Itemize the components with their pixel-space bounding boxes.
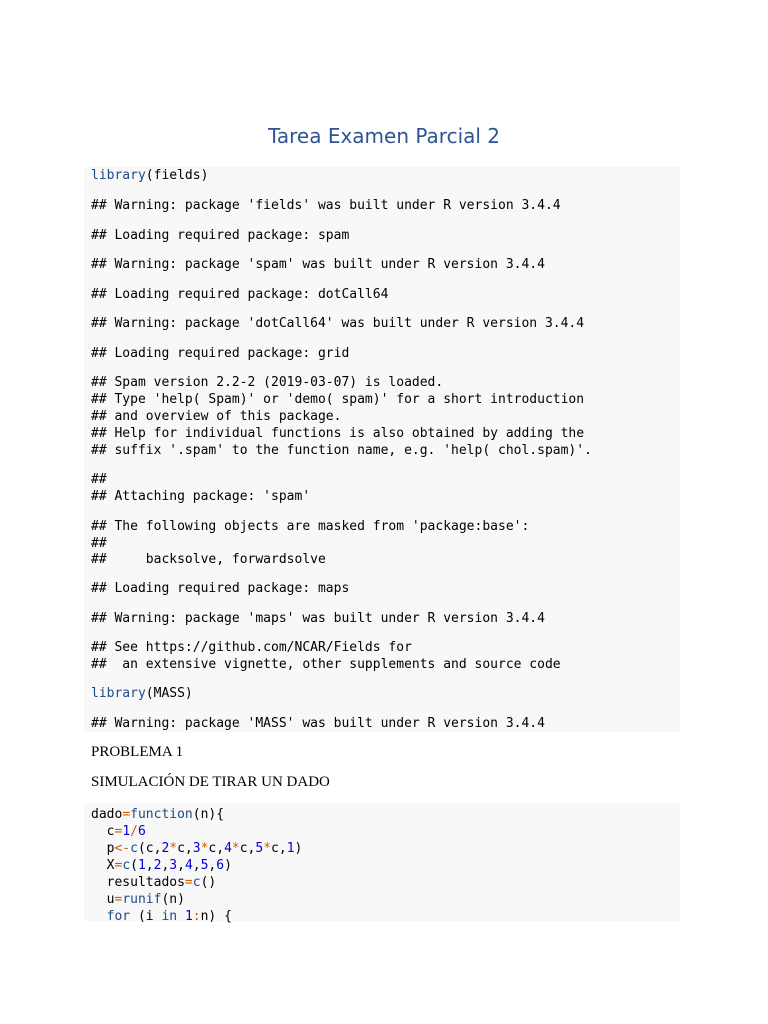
code-token: ##: [91, 472, 107, 487]
code-output-line: [91, 286, 388, 303]
code-output-line: [91, 610, 545, 627]
code-token: =: [184, 875, 193, 890]
code-output-line: [91, 580, 349, 597]
code-token: c,: [177, 841, 193, 856]
code-source-line: [91, 908, 232, 925]
code-token: ## The following objects are masked from 'package:base':: [91, 519, 530, 534]
code-token: [177, 909, 185, 924]
code-output-line: [91, 167, 208, 184]
code-source-line: [91, 891, 185, 908]
code-token: (): [200, 875, 217, 890]
code-token: *: [231, 841, 240, 856]
code-output-line: [91, 715, 545, 732]
code-token: (: [130, 858, 138, 873]
code-output-line: [91, 518, 529, 535]
code-token: (n){: [192, 807, 225, 822]
code-output-line: [91, 535, 107, 552]
code-token: 5: [255, 841, 264, 856]
code-source-line: [91, 823, 146, 840]
code-token: 2: [161, 841, 170, 856]
code-token: ,: [192, 858, 201, 873]
code-token: ## suffix '.spam' to the function name, e.g. 'help( chol.spam)'.: [91, 443, 592, 458]
code-token: ## Warning: package 'fields' was built under R version 3.4.4: [91, 198, 561, 213]
code-output-line: [91, 488, 310, 505]
code-token: p: [91, 841, 115, 856]
code-token: 3: [169, 858, 178, 873]
code-token: ## Loading required package: maps: [91, 581, 350, 596]
code-output-line: [91, 391, 584, 408]
code-token: ## See https://github.com/NCAR/Fields for: [91, 640, 412, 655]
code-token: ): [224, 858, 232, 873]
code-output-line: [91, 425, 584, 442]
code-token: =: [114, 858, 123, 873]
code-token: =: [122, 807, 131, 822]
code-token: 1: [122, 824, 131, 839]
code-token: c,: [208, 841, 225, 856]
code-source-line: [91, 806, 224, 823]
code-token: (MASS): [145, 686, 193, 701]
simulacion-heading: SIMULACIÓN DE TIRAR UN DADO: [91, 774, 330, 790]
code-token: 3: [192, 841, 201, 856]
code-token: for: [106, 909, 131, 924]
code-token: 2: [153, 858, 162, 873]
code-source-line: [91, 840, 302, 857]
code-token: ## Warning: package 'dotCall64' was built under R version 3.4.4: [91, 316, 585, 331]
code-token: u: [91, 892, 115, 907]
code-output-line: [91, 442, 592, 459]
code-token: ## Loading required package: spam: [91, 228, 350, 243]
code-token: ## Loading required package: grid: [91, 346, 350, 361]
code-token: *: [263, 841, 272, 856]
code-output-block-1: [84, 167, 680, 732]
code-token: X: [91, 858, 115, 873]
code-output-line: [91, 227, 349, 244]
code-source-line: [91, 874, 216, 891]
code-token: <-: [114, 841, 131, 856]
code-token: [91, 909, 107, 924]
code-token: c: [91, 824, 115, 839]
code-token: n) {: [200, 909, 232, 924]
code-output-line: [91, 197, 561, 214]
code-output-line: [91, 408, 341, 425]
problema-heading: PROBLEMA 1: [91, 744, 184, 760]
code-token: 5: [200, 858, 209, 873]
code-token: c: [130, 841, 138, 856]
code-token: 1: [184, 909, 193, 924]
code-token: in: [161, 909, 178, 924]
code-token: *: [169, 841, 178, 856]
code-token: (fields): [145, 168, 209, 183]
code-source-line: [91, 857, 232, 874]
code-token: 4: [184, 858, 193, 873]
code-output-line: [91, 685, 193, 702]
code-token: c: [192, 875, 201, 890]
code-token: ## Loading required package: dotCall64: [91, 287, 389, 302]
code-token: ## an extensive vignette, other supplements and source code: [91, 657, 561, 672]
code-token: c,: [271, 841, 287, 856]
code-token: c: [122, 858, 131, 873]
code-token: *: [200, 841, 209, 856]
code-token: 1: [286, 841, 295, 856]
code-token: /: [130, 824, 138, 839]
code-token: library: [91, 168, 146, 183]
code-token: ,: [161, 858, 170, 873]
code-block-2: [84, 803, 680, 924]
code-token: (n): [161, 892, 185, 907]
document-title: Tarea Examen Parcial 2: [267, 124, 501, 148]
code-token: 1: [137, 858, 146, 873]
code-output-line: [91, 551, 326, 568]
code-token: runif: [122, 892, 162, 907]
code-token: ## Help for individual functions is also obtained by adding the: [91, 426, 585, 441]
code-token: =: [114, 892, 123, 907]
code-token: ,: [177, 858, 185, 873]
code-token: :: [192, 909, 201, 924]
code-token: ): [294, 841, 303, 856]
code-output-line: [91, 315, 584, 332]
code-token: ##: [91, 536, 107, 551]
code-token: (c,: [137, 841, 162, 856]
code-output-line: [91, 639, 412, 656]
code-token: ,: [208, 858, 217, 873]
code-token: 6: [137, 824, 146, 839]
code-token: ## Type 'help( Spam)' or 'demo( spam)' for a short introduction: [91, 392, 585, 407]
code-output-line: [91, 256, 545, 273]
code-token: function: [130, 807, 193, 822]
code-output-line: [91, 471, 107, 488]
code-token: 4: [224, 841, 232, 856]
code-token: resultados: [91, 875, 185, 890]
code-token: (i: [130, 909, 162, 924]
code-token: =: [114, 824, 123, 839]
code-token: dado: [91, 807, 123, 822]
code-token: ## backsolve, forwardsolve: [91, 552, 326, 567]
code-token: ## Attaching package: 'spam': [91, 489, 311, 504]
code-token: ## Warning: package 'maps' was built under R version 3.4.4: [91, 611, 545, 626]
code-token: 6: [216, 858, 225, 873]
code-token: ## Warning: package 'spam' was built under R version 3.4.4: [91, 257, 545, 272]
code-token: ,: [145, 858, 154, 873]
code-output-line: [91, 374, 443, 391]
code-output-line: [91, 345, 349, 362]
code-token: c,: [239, 841, 256, 856]
code-token: ## Spam version 2.2-2 (2019-03-07) is loaded.: [91, 375, 444, 390]
code-output-line: [91, 656, 561, 673]
code-token: ## Warning: package 'MASS' was built under R version 3.4.4: [91, 716, 545, 731]
code-token: ## and overview of this package.: [91, 409, 342, 424]
code-token: library: [91, 686, 146, 701]
